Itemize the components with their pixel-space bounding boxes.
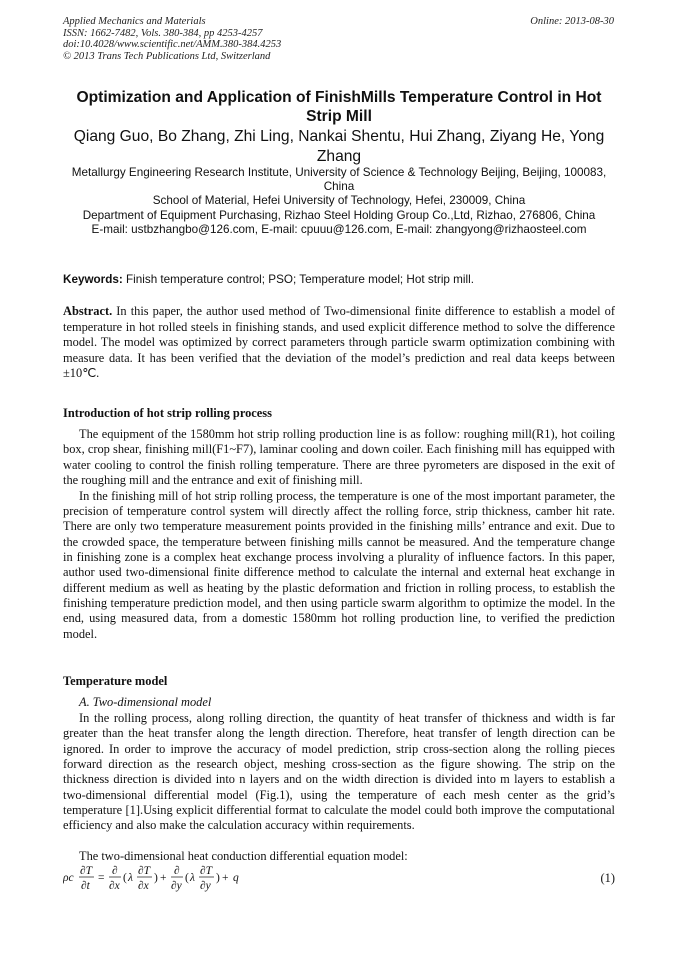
svg-text:+: + <box>222 872 229 884</box>
abstract <box>63 304 615 382</box>
svg-text:λ: λ <box>128 872 133 884</box>
svg-text:∂T: ∂T <box>80 865 93 877</box>
affiliation-2: School of Material, Hefei University of Technology, Hefei, 230009, China <box>152 194 526 208</box>
affiliations <box>63 166 615 237</box>
svg-text:∂y: ∂y <box>200 880 211 892</box>
model-paragraph-1: In the rolling process, along rolling direction, the quantity of heat transfer of thickness and width is far greater than the heat transfer along the length direction. Therefore, heat transfer of length direction can be ignored. In order to improve the accuracy of model prediction, strip cross-section along the rolling pieces forward direction as the research object, meshing cross-section as the figure showing. The strip on the thickness direction is divided into n layers and on the width direction is divided into m layers to establish a two-dimensional differential model (Fig.1), using the temperature of each mesh center as the grid’s temperature [1].Using explicit differential format to calculate the model could both improve the computational efficiency and also make the calculation accuracy within requirements. <box>63 711 615 833</box>
intro-paragraph-2: In the finishing mill of hot strip rolling process, the temperature is one of the most important parameter, the precision of temperature control system will directly affect the rolling force, strip thickness, camber hit rate. There are only two temperature measurement points provided in the finishing mills’ entrance and exit. Due to the crowded space, the temperature between finishing mills cannot be measured. And the temperature change in finishing zone is a complex heat exchange process involving a plurality of influence factors. In this paper, author used two-dimensional finite difference method to calculate the internal and external heat exchange in different medium as well as heating by the plastic deformation and friction in rolling process, to establish the finishing temperature prediction model, and then using particle swarm algorithm to optimize the model. In the end, using measured data, from a domestic 1580mm hot rolling production line, to verified the prediction model. <box>63 488 615 641</box>
svg-text:(: ( <box>123 872 127 884</box>
svg-text:∂: ∂ <box>112 865 118 877</box>
svg-text:∂T: ∂T <box>138 865 151 877</box>
svg-text:q: q <box>233 872 239 884</box>
abstract-text: In this paper, the author used method of Two-dimensional finite difference to establish a model of temperature in hot rolled steels in finishing stands, and used explicit difference method to solve the difference model. The model was optimized by correct parameters through particle swarm optimization combining with measure data. It has been verified that the deviation of the model’s prediction and real data keeps between ±10℃. <box>63 304 615 381</box>
svg-text:∂y: ∂y <box>171 880 182 892</box>
affiliation-3: Department of Equipment Purchasing, Rizhao Steel Holding Group Co.,Ltd, Rizhao, 276806, China <box>82 208 596 222</box>
heat-equation <box>63 864 615 894</box>
copyright-line: © 2013 Trans Tech Publications Ltd, Switzerland <box>63 50 271 62</box>
svg-text:): ) <box>154 872 158 884</box>
affiliation-1: Metallurgy Engineering Research Institute, University of Science & Technology Beijing, Beijing, 100083, China <box>71 166 607 194</box>
svg-text:λ: λ <box>190 872 195 884</box>
email-line: E-mail: ustbzhangbo@126.com, E-mail: cpuuu@126.com, E-mail: zhangyong@rizhaosteel.com <box>91 222 587 236</box>
svg-text:=: = <box>98 872 105 884</box>
svg-text:+: + <box>160 872 167 884</box>
online-date: Online: 2013-08-30 <box>530 16 614 27</box>
svg-text:(: ( <box>185 872 189 884</box>
svg-text:∂t: ∂t <box>81 880 90 892</box>
svg-text:∂: ∂ <box>174 865 180 877</box>
equation-number: (1) <box>600 871 615 885</box>
heat-equation-formula <box>63 864 283 894</box>
svg-text:∂T: ∂T <box>200 865 213 877</box>
paper-title: Optimization and Application of FinishMills Temperature Control in Hot Strip Mill <box>76 89 602 125</box>
keywords-text: Finish temperature control; PSO; Temperature model; Hot strip mill. <box>122 273 474 286</box>
keywords-label: Keywords: <box>63 273 123 286</box>
subsection-heading: A. Two-dimensional model <box>79 695 212 709</box>
keywords <box>63 273 615 286</box>
svg-text:∂x: ∂x <box>138 880 149 892</box>
svg-text:∂x: ∂x <box>109 880 120 892</box>
issn-line: ISSN: 1662-7482, Vols. 380-384, pp 4253-4257 <box>63 27 263 39</box>
section-heading-introduction: Introduction of hot strip rolling process <box>63 406 272 420</box>
model-paragraph-2: The two-dimensional heat conduction differential equation model: <box>79 849 408 863</box>
journal-name: Applied Mechanics and Materials <box>63 16 206 27</box>
svg-text:ρc: ρc <box>63 872 74 884</box>
author-list: Qiang Guo, Bo Zhang, Zhi Ling, Nankai Shentu, Hui Zhang, Ziyang He, Yong Zhang <box>73 128 605 165</box>
intro-paragraph-1: The equipment of the 1580mm hot strip rolling production line is as follow: roughing mill(R1), hot coiling box, crop shear, finishing mill(F1~F7), laminar cooling and down coiler. Each finishing mill has equipped with water cooling to control the finish rolling temperature. There are three pyrometers are disposed in the exit of the roughing mill and the entrance and exit of finishing mill. <box>63 427 615 488</box>
section-heading-temperature-model: Temperature model <box>63 674 168 688</box>
doi-line: doi:10.4028/www.scientific.net/AMM.380-384.4253 <box>63 39 282 50</box>
svg-text:): ) <box>216 872 220 884</box>
abstract-label: Abstract. <box>63 304 113 318</box>
